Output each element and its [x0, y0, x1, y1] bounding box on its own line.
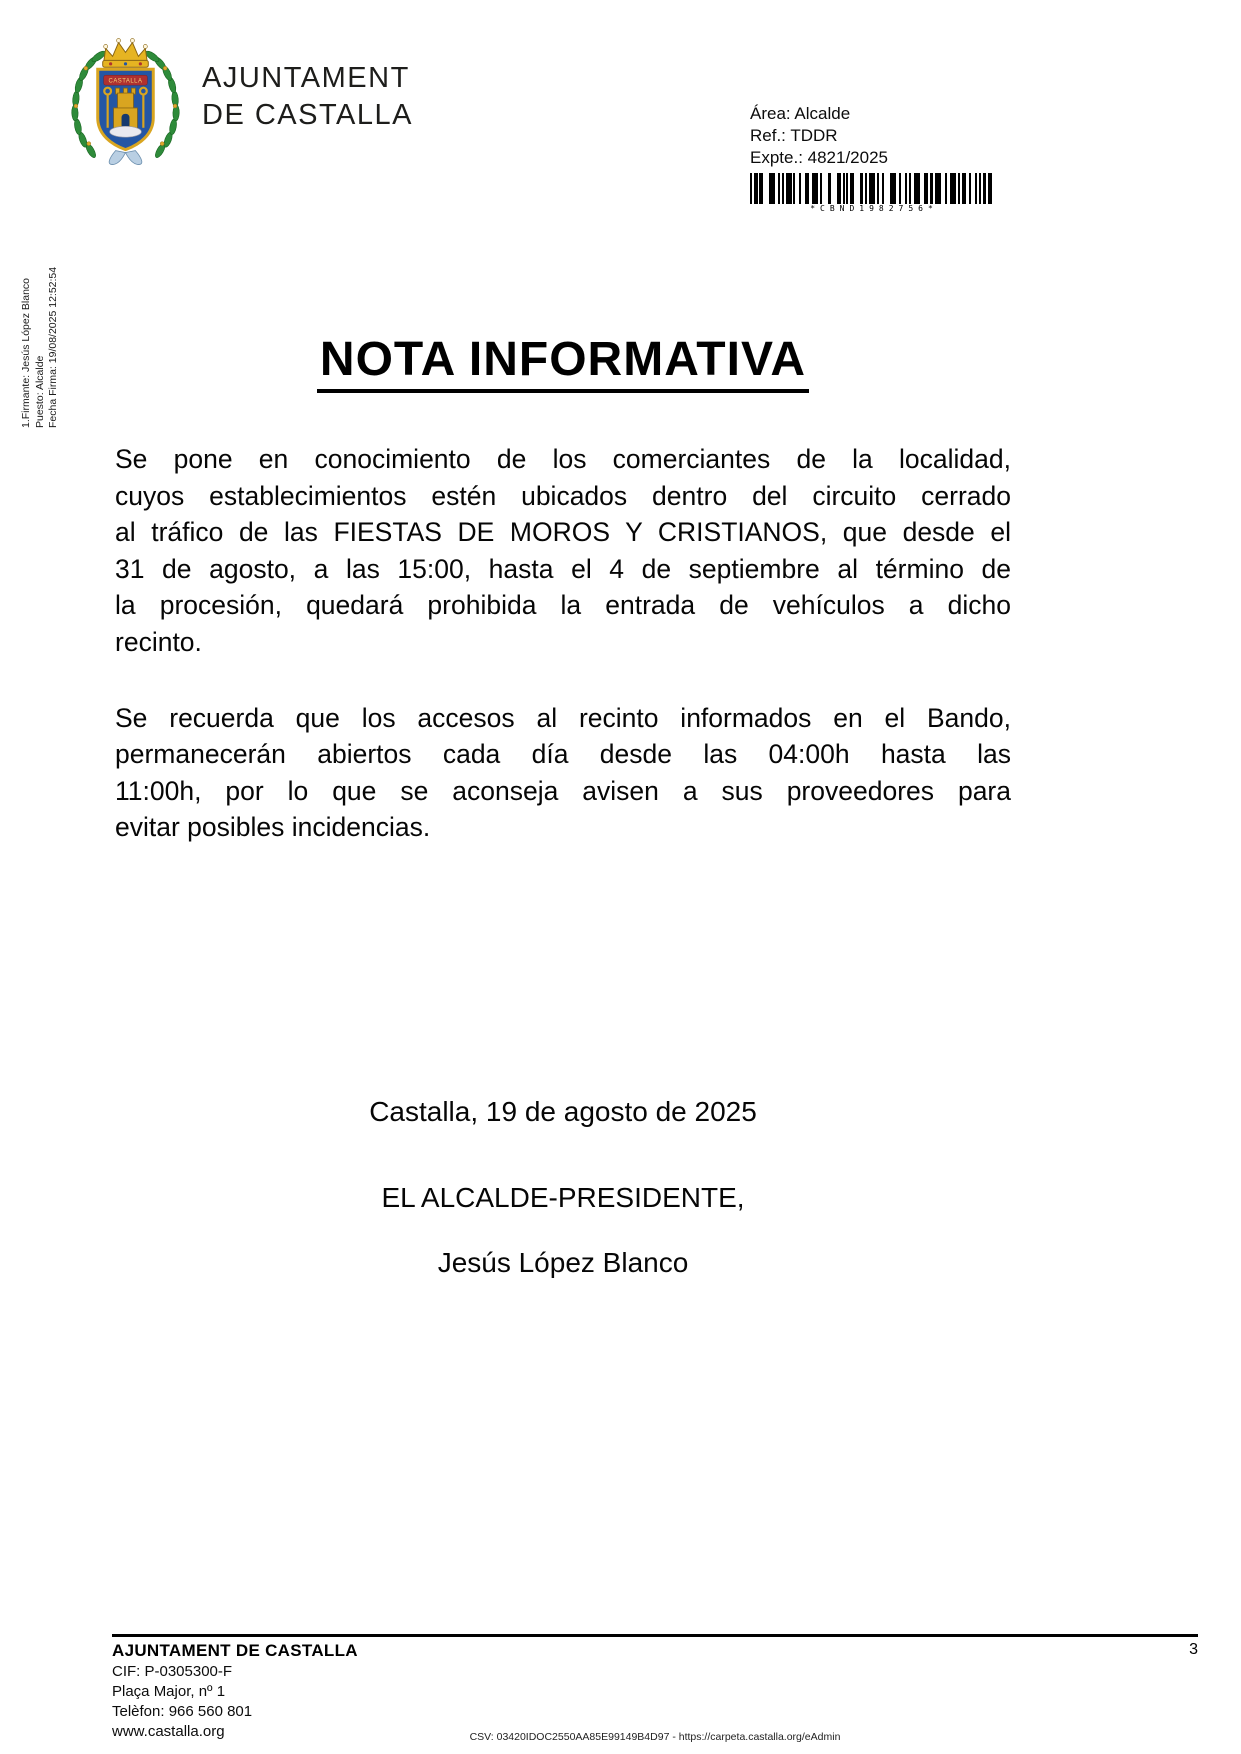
stamp-signer-line: 1.Firmante: Jesús López Blanco	[20, 278, 32, 428]
area-label: Área: Alcalde	[750, 104, 851, 123]
stamp-role-line: Puesto: Alcalde	[33, 355, 46, 428]
body-line: permanecerán abiertos cada día desde las 04:00h hasta las	[115, 739, 1011, 770]
expte-label: Expte.: 4821/2025	[750, 148, 889, 167]
footer-cif: CIF: P-0305300-F	[112, 1663, 233, 1680]
body-line: al tráfico de las FIESTAS DE MOROS Y CRISTIANOS, que desde el	[115, 517, 1011, 548]
footer-address: Plaça Major, nº 1	[112, 1683, 226, 1700]
org-name	[202, 60, 413, 134]
signature-stamp	[20, 253, 61, 428]
barcode	[750, 173, 998, 204]
ref-label: Ref.: TDDR	[750, 126, 838, 145]
castalla-coat-of-arms-icon	[66, 32, 185, 172]
date-line: Castalla, 19 de agosto de 2025	[369, 1096, 757, 1127]
document-body	[115, 441, 1011, 846]
footer-divider	[112, 1634, 1198, 1637]
paragraph-1	[115, 441, 1011, 661]
paragraph-2	[115, 700, 1011, 846]
org-name-line2: DE CASTALLA	[202, 99, 413, 131]
footer-phone: Telèfon: 966 560 801	[112, 1703, 253, 1720]
footer-contact-block	[112, 1662, 252, 1742]
body-line: recinto.	[115, 626, 202, 657]
body-line: la procesión, quedará prohibida la entrada de vehículos a dicho	[115, 590, 1011, 621]
barcode-label: *CBND1982756*	[810, 204, 938, 213]
body-line: Se recuerda que los accesos al recinto informados en el Bando,	[115, 702, 1011, 733]
body-line: evitar posibles incidencias.	[115, 812, 431, 843]
page-number: 3	[1189, 1641, 1198, 1658]
footer-header-row	[112, 1641, 1198, 1661]
document-title-text: NOTA INFORMATIVA	[317, 333, 809, 393]
signer-name: Jesús López Blanco	[437, 1247, 689, 1278]
body-line: 11:00h, por lo que se aconseja avisen a sus proveedores para	[115, 775, 1011, 806]
file-reference-block	[750, 103, 888, 169]
footer-org-name: AJUNTAMENT DE CASTALLA	[112, 1641, 358, 1660]
document-title	[115, 331, 1011, 389]
footer-website: www.castalla.org	[112, 1723, 225, 1740]
signer-role: EL ALCALDE-PRESIDENTE,	[381, 1182, 745, 1213]
org-name-line1: AJUNTAMENT	[202, 62, 410, 94]
body-line: Se pone en conocimiento de los comerciantes de la localidad,	[115, 444, 1011, 474]
body-line: 31 de agosto, a las 15:00, hasta el 4 de septiembre al término de	[115, 553, 1011, 584]
svg-text:CASTALLA: CASTALLA	[108, 78, 143, 85]
csv-line: CSV: 03420IDOC2550AA85E99149B4D97 - https://carpeta.castalla.org/eAdmin	[469, 1731, 841, 1743]
body-line: cuyos establecimientos estén ubicados dentro del circuito cerrado	[115, 480, 1011, 511]
stamp-date-line: Fecha Firma: 19/08/2025 12:52:54	[47, 266, 59, 428]
